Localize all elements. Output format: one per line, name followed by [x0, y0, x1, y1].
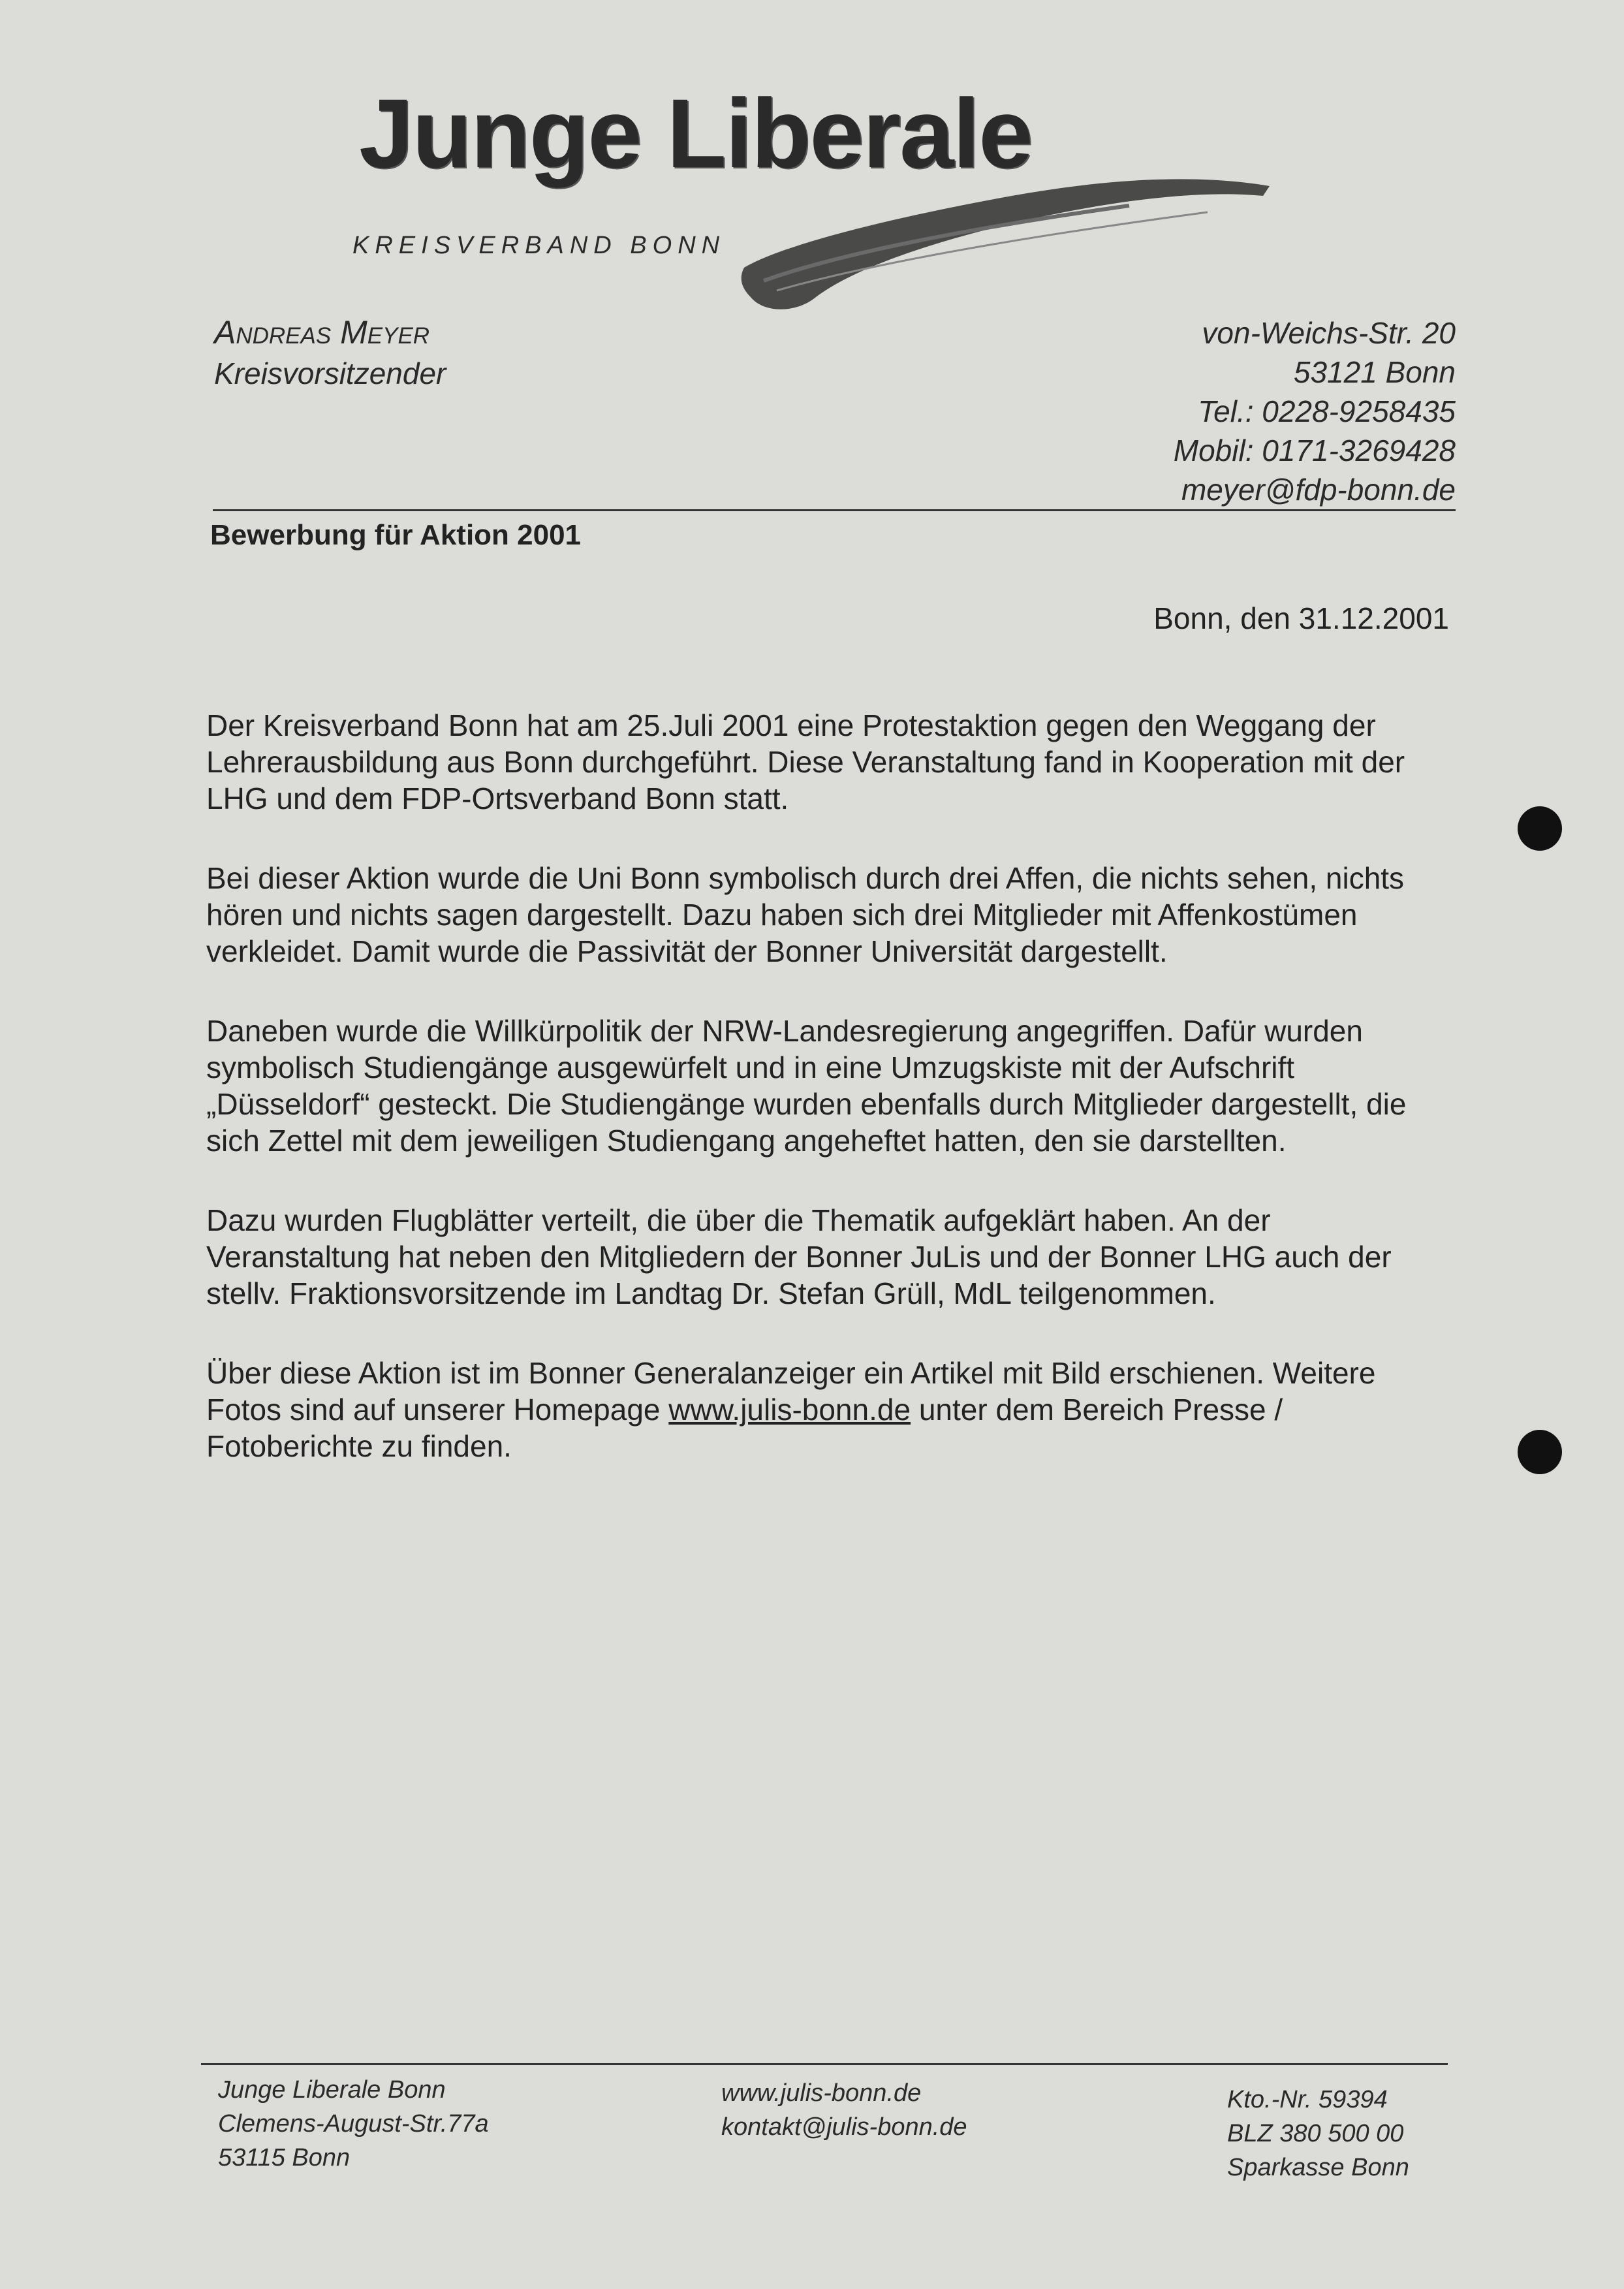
footer-account: Kto.-Nr. 59394	[1227, 2086, 1388, 2113]
address-city: 53121 Bonn	[1293, 355, 1456, 389]
letter-date: Bonn, den 31.12.2001	[1153, 601, 1449, 635]
sender-name: Andreas Meyer	[214, 314, 430, 351]
footer-email-link[interactable]: kontakt@julis-bonn.de	[721, 2113, 967, 2141]
address-phone: Tel.: 0228-9258435	[1198, 394, 1456, 428]
footer-org: Junge Liberale Bonn	[218, 2076, 446, 2104]
paragraph: Daneben wurde die Willkürpolitik der NRW-Landesregierung angegriffen. Dafür wurden symbolisch Studiengänge ausgewürfelt und in eine Umzugskiste mit der Aufschrift „Düsseldorf“ gesteckt. Die Studiengänge wurden ebenfalls durch Mitglieder dargestellt, die sich Zettel mit dem jeweiligen Studiengang angeheftet hatten, den sie darstellten.	[206, 1014, 1407, 1158]
sender-role: Kreisvorsitzender	[214, 356, 446, 390]
footer-bank	[1227, 2083, 1409, 2185]
paragraph: Bei dieser Aktion wurde die Uni Bonn symbolisch durch drei Affen, die nichts sehen, nichts hören und nichts sagen dargestellt. Dazu haben sich drei Mitglieder mit Affenkostümen verkleidet. Damit wurde die Passivität der Bonner Universität dargestellt.	[206, 861, 1405, 968]
homepage-link[interactable]: www.julis-bonn.de	[668, 1393, 911, 1427]
footer-city: 53115 Bonn	[218, 2144, 351, 2171]
logo-swoosh-icon	[738, 150, 1279, 326]
paragraph: Dazu wurden Flugblätter verteilt, die über die Thematik aufgeklärt haben. An der Veranstaltung hat neben den Mitgliedern der Bonner JuLis und der Bonner LHG auch der stellv. Fraktionsvorsitzende im Landtag Dr. Stefan Grüll, MdL teilgenommen.	[206, 1203, 1392, 1310]
address-mobile: Mobil: 0171-3269428	[1173, 434, 1456, 467]
address-street: von-Weichs-Str. 20	[1202, 316, 1456, 350]
letter-body	[206, 707, 1450, 1508]
footer-street: Clemens-August-Str.77a	[218, 2110, 489, 2138]
paragraph: Der Kreisverband Bonn hat am 25.Juli 2001 eine Protestaktion gegen den Weggang der Lehrerausbildung aus Bonn durchgeführt. Diese Veranstaltung fand in Kooperation mit der LHG und dem FDP-Ortsverband Bonn statt.	[206, 708, 1405, 815]
footer-contact	[721, 2076, 967, 2144]
logo-title: Junge Liberale	[359, 78, 1032, 188]
address-email: meyer@fdp-bonn.de	[1181, 473, 1456, 507]
footer-web-link[interactable]: www.julis-bonn.de	[721, 2079, 922, 2107]
punch-hole	[1518, 806, 1562, 851]
footer-divider	[201, 2063, 1448, 2065]
paragraph	[206, 1355, 1450, 1464]
logo-subtitle: KREISVERBAND BONN	[352, 232, 726, 259]
punch-hole	[1518, 1430, 1562, 1474]
footer-blz: BLZ 380 500 00	[1227, 2120, 1404, 2147]
paragraph-text: Über diese Aktion ist im Bonner Generalanzeiger ein Artikel mit Bild erschienen. Weitere Fotos sind auf unserer Homepage	[206, 1356, 1376, 1427]
letter-subject: Bewerbung für Aktion 2001	[210, 519, 582, 551]
paragraph-text: unter dem Bereich Presse / Fotoberichte zu finden.	[206, 1393, 1283, 1463]
sender-address	[1174, 313, 1456, 509]
footer-bank-name: Sparkasse Bonn	[1227, 2154, 1409, 2181]
footer-address	[218, 2073, 489, 2175]
header-divider	[213, 509, 1456, 511]
